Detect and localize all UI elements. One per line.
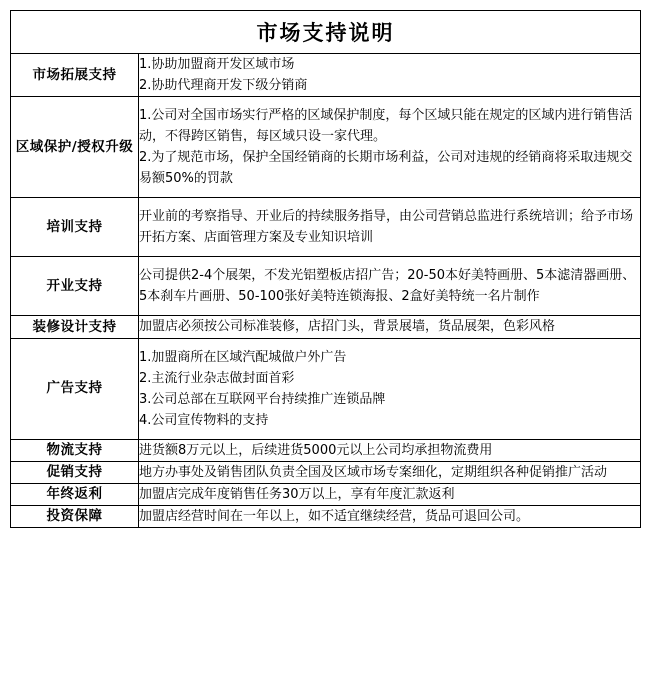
row-label: 区域保护/授权升级: [11, 97, 139, 198]
row-content: [139, 505, 641, 527]
content-line: 3.公司总部在互联网平台持续推广连锁品牌: [139, 391, 386, 407]
row-content: [139, 198, 641, 257]
table-row: [11, 257, 641, 316]
row-content: [139, 257, 641, 316]
row-label: 市场拓展支持: [11, 54, 139, 97]
row-label: 年终返利: [11, 483, 139, 505]
content-line: 1.公司对全国市场实行严格的区域保护制度，每个区域只能在规定的区域内进行销售活动，不得跨区销售，每区域只设一家代理。: [139, 108, 633, 145]
table-row: [11, 483, 641, 505]
table-row: [11, 439, 641, 461]
row-content: [139, 338, 641, 439]
row-label: 促销支持: [11, 461, 139, 483]
table-row: [11, 54, 641, 97]
document-title-cell: [11, 11, 641, 54]
row-label: 广告支持: [11, 338, 139, 439]
content-line: 地方办事处及销售团队负责全国及区域市场专案细化，定期组织各种促销推广活动: [139, 464, 608, 480]
content-line: 1.协助加盟商开发区域市场: [139, 57, 295, 72]
row-label: 物流支持: [11, 439, 139, 461]
market-support-table: [10, 10, 641, 528]
table-row: [11, 461, 641, 483]
row-content: [139, 316, 641, 338]
row-label: 培训支持: [11, 198, 139, 257]
table-row: [11, 505, 641, 527]
content-line: 2.协助代理商开发下级分销商: [139, 78, 308, 94]
content-line: 加盟店经营时间在一年以上，如不适宜继续经营，货品可退回公司。: [139, 508, 530, 524]
table-row: [11, 316, 641, 338]
title-row: [11, 11, 641, 54]
table-body: [11, 11, 641, 528]
row-content: [139, 483, 641, 505]
row-content: [139, 97, 641, 198]
content-line: 4.公司宣传物料的支持: [139, 412, 269, 428]
content-line: 1.加盟商所在区域汽配城做户外广告: [139, 349, 347, 365]
row-content: [139, 54, 641, 97]
table-row: [11, 198, 641, 257]
row-content: [139, 439, 641, 461]
content-line: 加盟店必须按公司标准装修，店招门头，背景展墙，货品展架，色彩风格: [139, 319, 556, 335]
content-line: 2.主流行业杂志做封面首彩: [139, 370, 295, 386]
page-title: 市场支持说明: [256, 20, 395, 45]
content-line: 加盟店完成年度销售任务30万以上，享有年度汇款返利: [139, 486, 455, 502]
row-label: 投资保障: [11, 505, 139, 527]
table-row: [11, 338, 641, 439]
content-line: 公司提供2-4个展架，不发光铝塑板店招广告；20-50本好美特画册、5本滤清器画册、5本刹车片画册、50-100张好美特连锁海报、2盒好美特统一名片制作: [139, 268, 636, 305]
content-line: 开业前的考察指导、开业后的持续服务指导，由公司营销总监进行系统培训；给予市场开拓方案、店面管理方案及专业知识培训: [139, 209, 634, 246]
row-label: 开业支持: [11, 257, 139, 316]
content-line: 进货额8万元以上，后续进货5000元以上公司均承担物流费用: [139, 442, 493, 458]
content-line: 2.为了规范市场，保护全国经销商的长期市场利益，公司对违规的经销商将采取违规交易额50%的罚款: [139, 150, 633, 187]
table-row: [11, 97, 641, 198]
row-content: [139, 461, 641, 483]
row-label: 装修设计支持: [11, 316, 139, 338]
